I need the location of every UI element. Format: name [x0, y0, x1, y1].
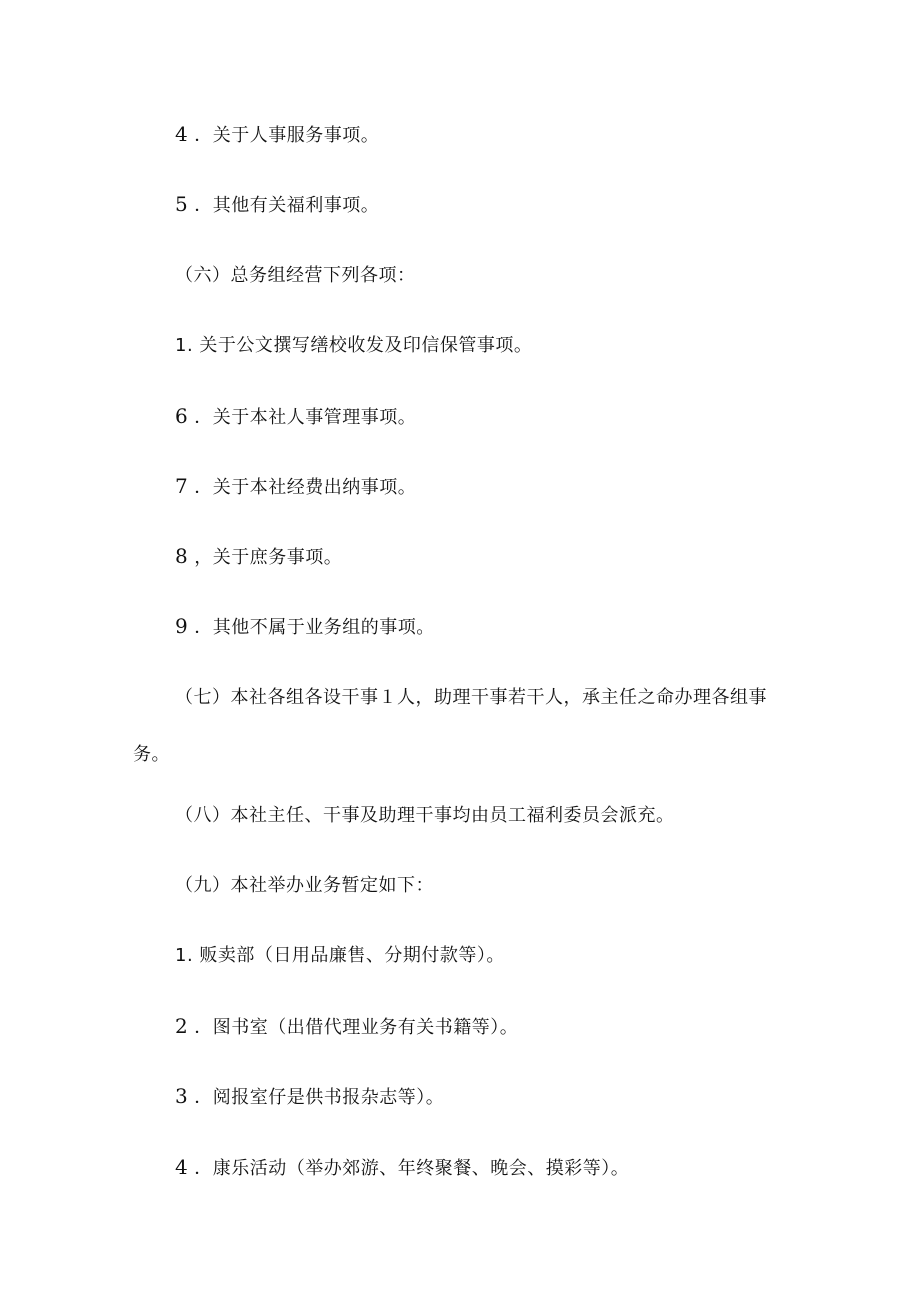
item-text: ．关于本社人事管理事项。 [194, 407, 417, 428]
item-7-finance [175, 474, 416, 500]
item-text: ．阅报室仔是供书报杂志等）。 [194, 1087, 445, 1108]
section-heading: （六）总务组经营下列各项： [175, 265, 416, 286]
item-number: 3 [175, 1084, 189, 1108]
section-8-appointment [175, 804, 675, 828]
item-number: 4 [175, 122, 189, 146]
item-text: ．其他不属于业务组的事项。 [194, 617, 435, 638]
item-6-hr-management [175, 404, 416, 430]
item-number: 6 [175, 404, 189, 428]
section-9-business [175, 874, 434, 898]
item-5-other-welfare [175, 192, 379, 218]
item-text: ．其他有关福利事项。 [194, 195, 380, 216]
paragraph-line-1: （七）本社各组各设干事１人，助理干事若干人，承主任之命办理各组事 [175, 687, 767, 708]
item-9-other [175, 614, 435, 640]
item-number: 4 [175, 1155, 189, 1179]
item-number: 9 [175, 614, 189, 638]
item-text: ．关于人事服务事项。 [194, 125, 380, 146]
item-1-documents [175, 334, 532, 358]
item-number: 2 [175, 1014, 189, 1038]
item-text: ．康乐活动（举办郊游、年终聚餐、晚会、摸彩等）。 [194, 1158, 630, 1179]
section-heading: （八）本社主任、干事及助理干事均由员工福利委员会派充。 [175, 805, 675, 826]
item-text: ．图书室（出借代理业务有关书籍等）。 [194, 1017, 519, 1038]
section-7-paragraph [133, 686, 783, 767]
paragraph-line-2: 务。 [133, 744, 170, 765]
item-text: ．关于本社经费出纳事项。 [194, 477, 417, 498]
item-4-personnel-service [175, 122, 379, 148]
business-item-1-store [175, 944, 505, 968]
item-number: 8 [175, 544, 189, 568]
section-6-general-affairs [175, 264, 416, 288]
item-number: 5 [175, 192, 189, 216]
item-text: 1. 关于公文撰写缮校收发及印信保管事项。 [175, 335, 533, 356]
item-text: ，关于庶务事项。 [194, 547, 343, 568]
business-item-4-recreation [175, 1155, 629, 1181]
section-heading: （九）本社举办业务暂定如下： [175, 875, 434, 896]
business-item-3-reading-room [175, 1084, 444, 1110]
item-8-general-affairs [175, 544, 342, 570]
business-item-2-library [175, 1014, 518, 1040]
item-number: 7 [175, 474, 189, 498]
item-text: 1. 贩卖部（日用品廉售、分期付款等）。 [175, 945, 505, 966]
